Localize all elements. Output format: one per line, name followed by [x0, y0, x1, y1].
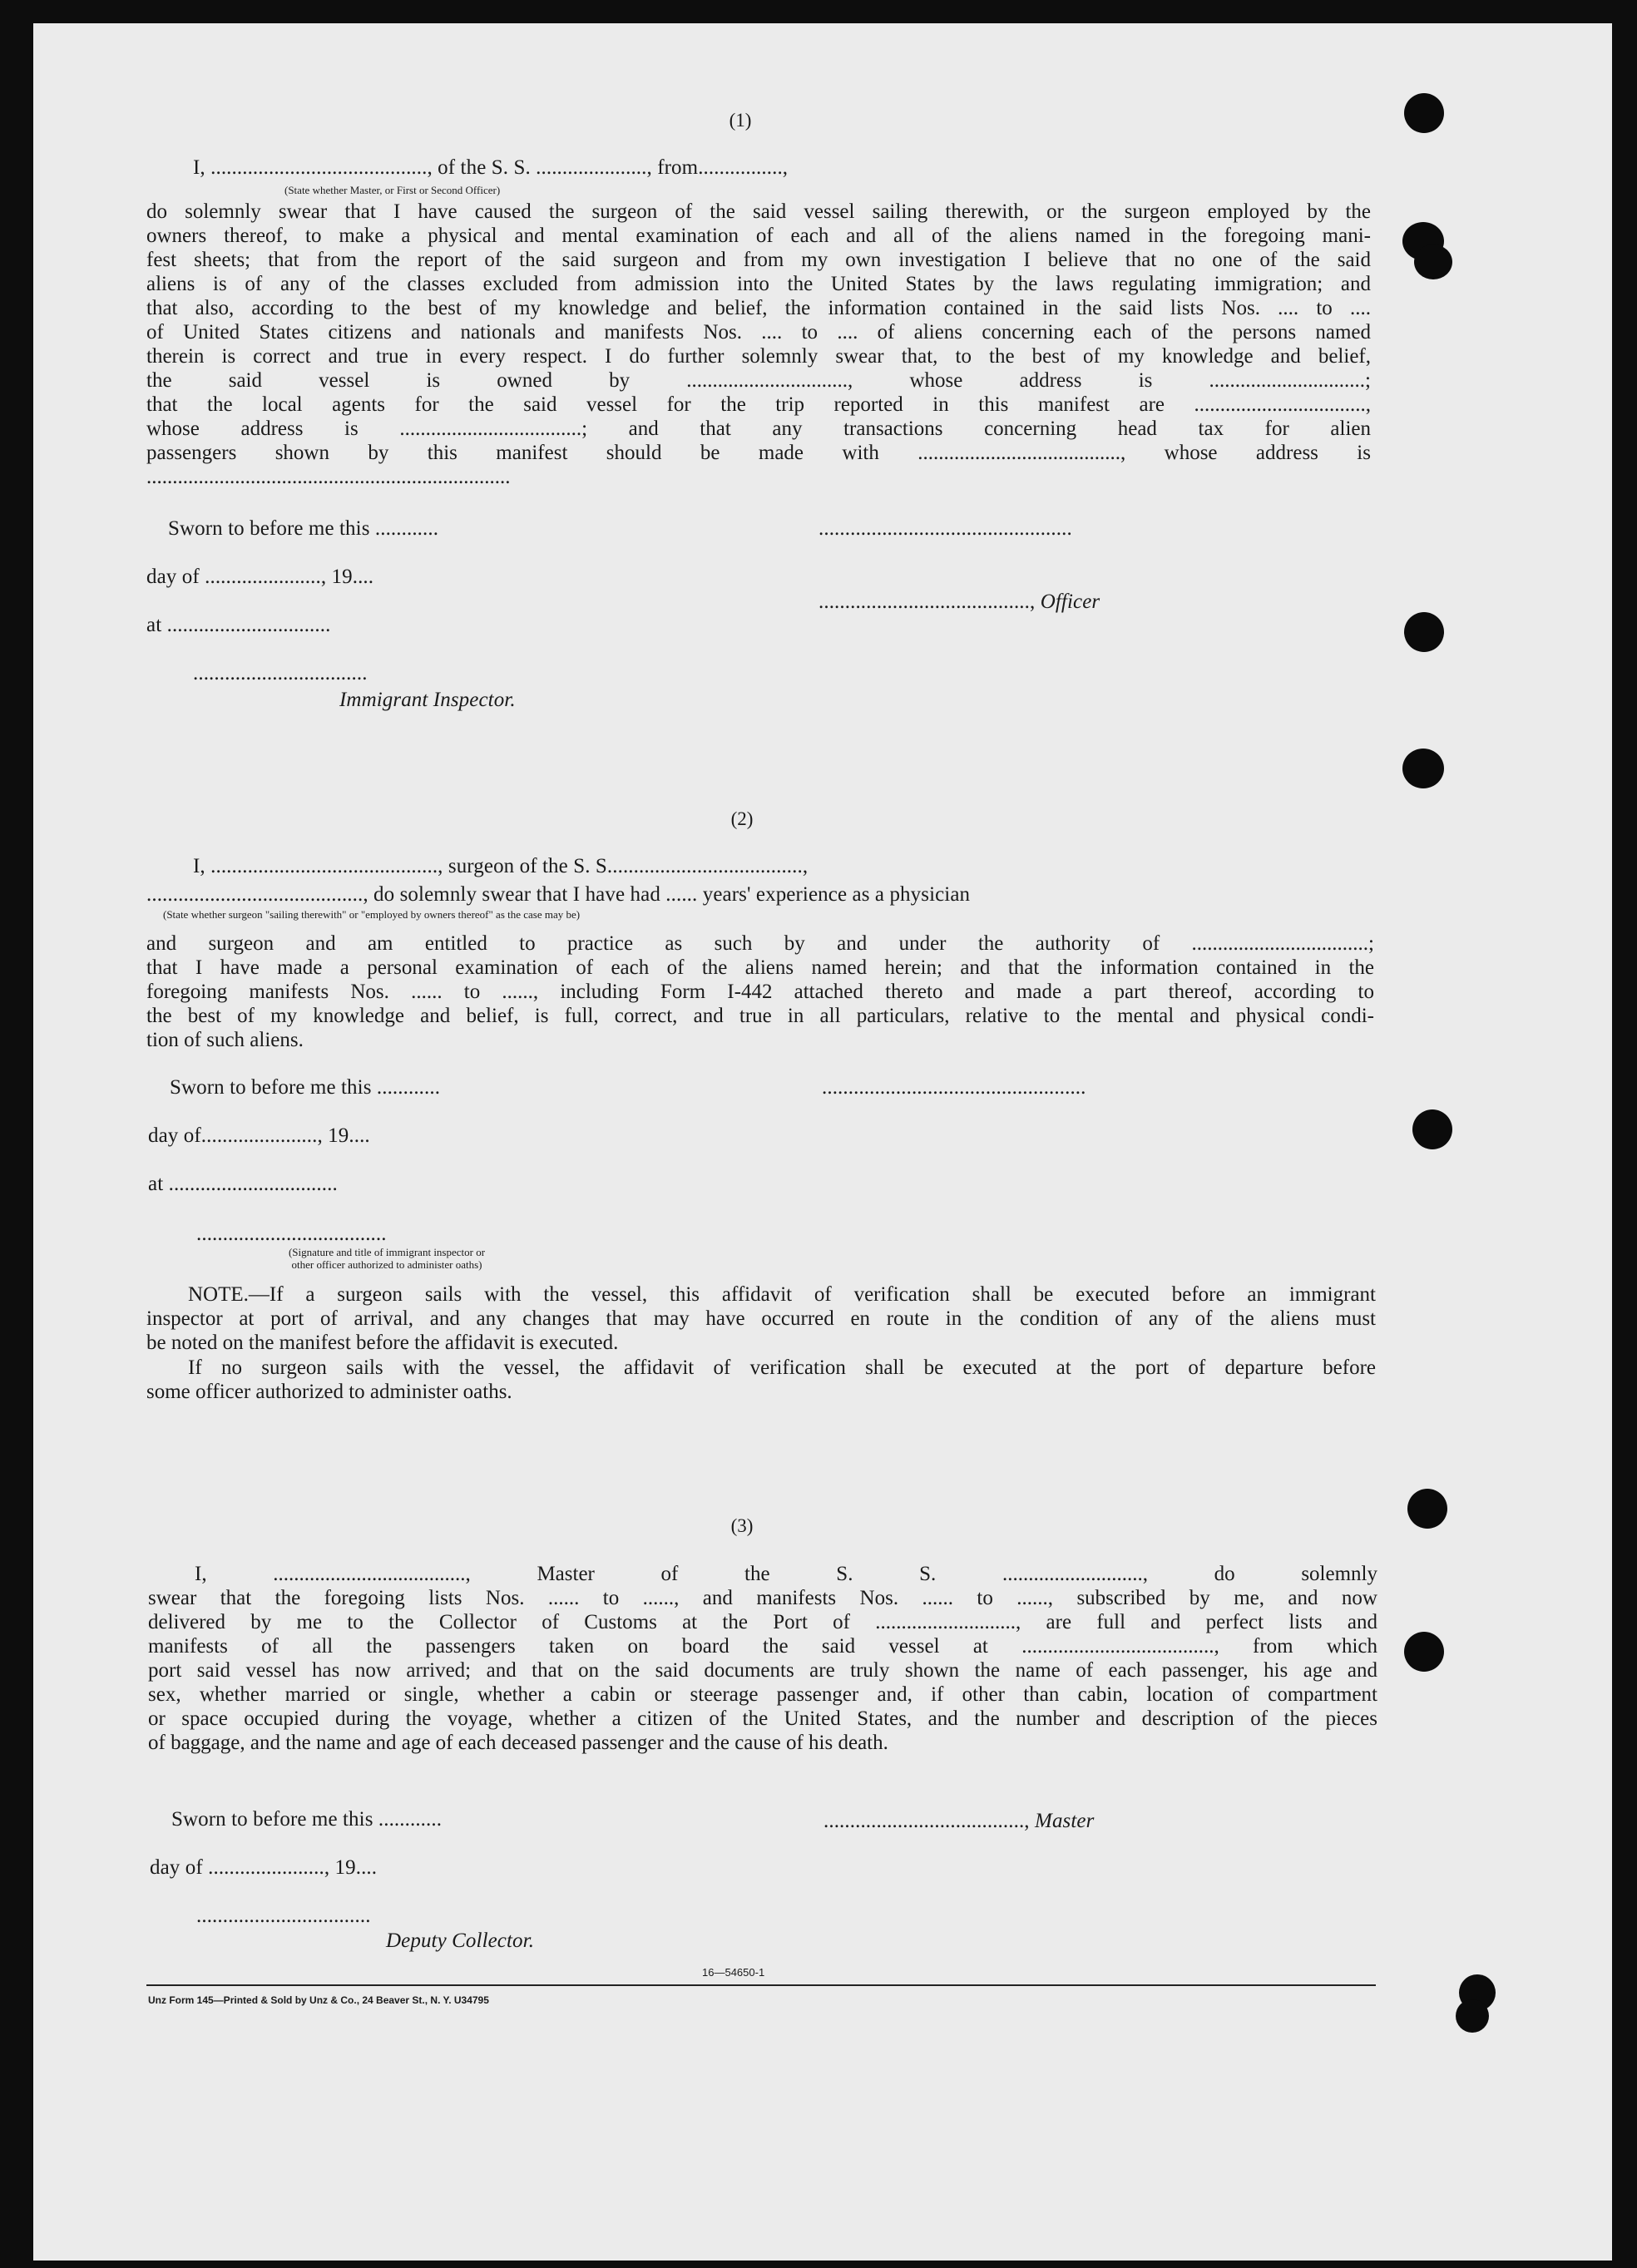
- sworn-line: Sworn to before me this ............: [168, 517, 439, 540]
- inspector-label: Immigrant Inspector.: [339, 689, 516, 711]
- collector-signature-line: .................................: [196, 1905, 371, 1927]
- section-3-number: (3): [730, 1515, 754, 1536]
- punch-hole: [1407, 1489, 1447, 1529]
- surgeon-status-note: (State whether surgeon "sailing therewith" or "employed by owners thereof" as the case may be): [163, 908, 581, 921]
- punch-hole: [1404, 612, 1444, 652]
- day-of-line: day of......................, 19....: [148, 1124, 370, 1147]
- collector-label: Deputy Collector.: [386, 1930, 535, 1952]
- section-1-number: (1): [729, 110, 752, 131]
- officer-rank-note: (State whether Master, or First or Second Officer): [284, 184, 501, 196]
- punch-hole: [1412, 1109, 1452, 1149]
- signature-line: ................................................: [818, 517, 1072, 540]
- day-of-line: day of ......................, 19....: [146, 566, 374, 588]
- section-3-oath-paragraph: I, ....................................., Master of the S. S. ..........................., do solemnly swear that the foregoing lists Nos. ...... to ......, and manifests Nos. ...... to ......, subscribed by me, and now delivered by me to the Collector of Customs at the Port of ..........................., are full and perfect lists and manifests of all the passengers taken on board the said vessel at ....................................., from which port said vessel has now arrived; and that on the said documents are truly shown the name of each passenger, his age and sex, whether married or single, whether a cabin or steerage passenger and, if other than cabin, location of compartment or space occupied during the voyage, whether a citizen of the United States, and the number and description of the pieces of baggage, and the name and age of each deceased passenger and the cause of his death.: [148, 1563, 1377, 1754]
- inspector-signature-line: .................................: [193, 662, 368, 684]
- punch-hole: [1404, 1632, 1444, 1672]
- footer-rule: [146, 1984, 1376, 1986]
- punch-hole: [1402, 749, 1444, 788]
- authorized-officer-note: (Signature and title of immigrant inspector or other officer authorized to administer oaths): [288, 1246, 486, 1271]
- section-2-number: (2): [730, 808, 754, 829]
- master-declaration-line: I, ........................................., of the S. S. ....................., from................,: [193, 156, 789, 179]
- officer-label: Officer: [1040, 590, 1100, 613]
- form-number: 16—54650-1: [702, 1966, 765, 1979]
- surgeon-declaration-line: I, ..........................................., surgeon of the S. S.....................................,: [193, 855, 809, 877]
- sworn-line: Sworn to before me this ............: [170, 1076, 441, 1099]
- sworn-line: Sworn to before me this ............: [171, 1808, 443, 1831]
- officer-signature-line: ........................................, Officer: [818, 590, 1100, 613]
- surgeon-note-paragraph: NOTE.—If a surgeon sails with the vessel, this affidavit of verification shall be executed before an immigrant inspector at port of arrival, and any changes that may have occurred en route in the condition of any of the aliens must be noted on the manifest before the affidavit is executed.: [146, 1283, 1376, 1354]
- surgeon-experience-line: ........................................., do solemnly swear that I have had ...... years' experience as a physician: [146, 883, 971, 906]
- form-page: [33, 23, 1612, 2261]
- no-surgeon-note-paragraph: If no surgeon sails with the vessel, the affidavit of verification shall be executed at the port of departure before some officer authorized to administer oaths.: [146, 1356, 1376, 1403]
- master-label: Master: [1035, 1810, 1095, 1832]
- section-2-oath-paragraph: and surgeon and am entitled to practice as such by and under the authority of ..................................; that I have made a personal examination of each of the aliens named herein; and that the information contained in the foregoing manifests Nos. ...... to ......, including Form I-442 attached thereto and made a part thereof, according to the best of my knowledge and belief, is full, correct, and true in all particulars, relative to the mental and physical condi- tion of such aliens.: [146, 932, 1374, 1051]
- authorized-officer-signature-line: ....................................: [196, 1223, 387, 1245]
- punch-hole: [1456, 1999, 1489, 2033]
- punch-hole: [1404, 93, 1444, 133]
- master-signature-line: ......................................, Master: [823, 1810, 1095, 1832]
- signature-line: ..................................................: [822, 1076, 1086, 1099]
- section-1-oath-paragraph: do solemnly swear that I have caused the surgeon of the said vessel sailing therewith, or the surgeon employed by the owners thereof, to make a physical and mental examination of each and all of the aliens named in the foregoing mani- fest sheets; that from the report of the said surgeon and from my own investigation I believe that no one of the said aliens is of any of the classes excluded from admission into the United States by the laws regulating immigration; and that also, according to the best of my knowledge and belief, the information contained in the said lists Nos. .... to .... of United States citizens and nationals and manifests Nos. .... to .... of aliens concerning each of the persons named therein is correct and true in every respect. I do further solemnly swear that, to the best of my knowledge and belief, the said vessel is owned by ..............................., whose address is ..............................; that the local agents for the said vessel for the trip reported in this manifest are ................................., whose address is ...................................; and that any transactions concerning head tax for alien passengers shown by this manifest should be made with ......................................., whose address is ......................................................................: [146, 200, 1371, 488]
- footer-imprint: Unz Form 145—Printed & Sold by Unz & Co., 24 Beaver St., N. Y. U34795: [148, 1994, 489, 2006]
- at-line: at ...............................: [146, 614, 331, 636]
- punch-hole: [1414, 245, 1452, 279]
- at-line: at ................................: [148, 1173, 338, 1195]
- day-of-line: day of ......................, 19....: [150, 1856, 378, 1879]
